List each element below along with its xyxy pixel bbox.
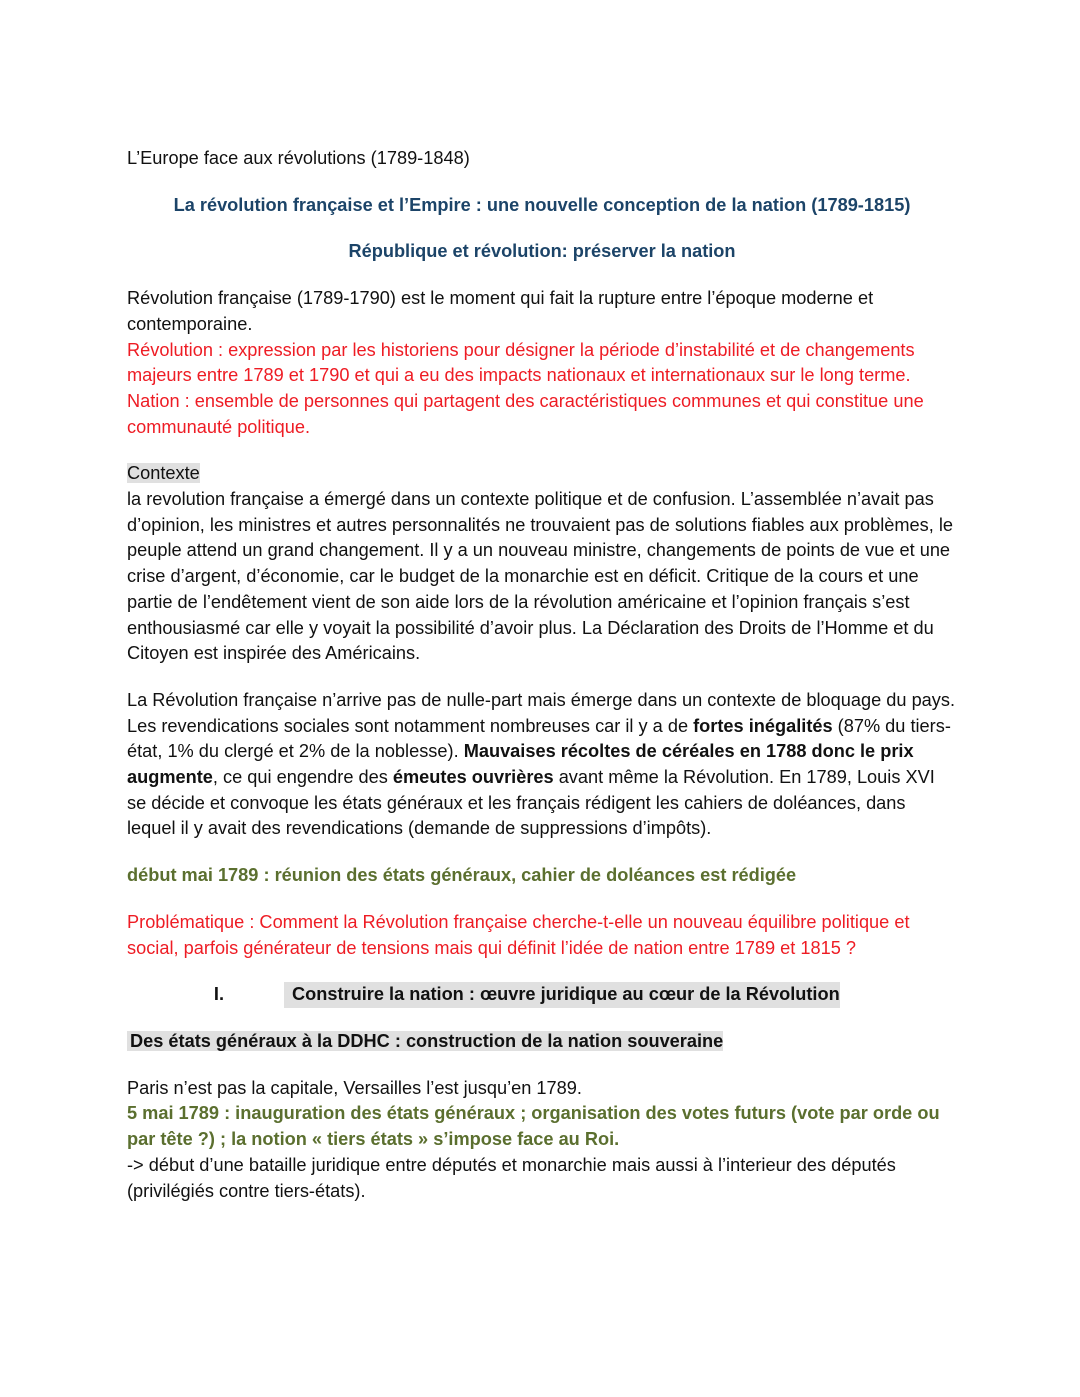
- chapter-heading: La révolution française et l’Empire : une nouvelle conception de la nation (1789-1815): [173, 194, 911, 215]
- etats-generaux-block: [127, 1076, 957, 1205]
- section-number: I.: [213, 984, 224, 1005]
- intro-text: Révolution française (1789-1790) est le moment qui fait la rupture entre l’époque moderne et contemporaine.: [127, 288, 874, 334]
- context-label: Contexte: [127, 463, 200, 484]
- date-note: début mai 1789 : réunion des états généraux, cahier de doléances est rédigée: [127, 865, 797, 886]
- definition-revolution: Révolution : expression par les historiens pour désigner la période d’instabilité et de changements majeurs entre 1789 et 1790 et qui a eu des impacts nationaux et internationaux sur le long terme.: [127, 339, 915, 386]
- definition-nation: Nation : ensemble de personnes qui partagent des caractéristiques communes et qui constitue une communauté politique.: [127, 390, 924, 437]
- causes-text-1: La Révolution française n’arrive pas de nulle-part mais émerge dans un contexte de bloquage du pays. Les revendications sociales sont notamment nombreuses car il y a de: [127, 689, 956, 736]
- subsection-heading: [127, 1029, 957, 1055]
- causes-bold-inequalities: fortes inégalités: [693, 715, 833, 736]
- subsection-title: Des états généraux à la DDHC : construction de la nation souveraine: [127, 1031, 723, 1051]
- document-page: [127, 146, 957, 1204]
- causes-bold-riots: émeutes ouvrières: [392, 767, 554, 788]
- subchapter-heading: République et révolution: préserver la nation: [348, 241, 736, 262]
- problematique: Problématique : Comment la Révolution française cherche-t-elle un nouveau équilibre politique et social, parfois générateur de tensions mais qui définit l’idée de nation entre 1789 et 1815 ?: [127, 911, 910, 958]
- section-heading: [127, 982, 957, 1008]
- consequence-note: -> début d’une bataille juridique entre députés et monarchie mais aussi à l’interieur des députés (privilégiés contre tiers-états).: [127, 1154, 896, 1201]
- causes-text-2: (87% du tiers-état, 1% du clergé et 2% de la noblesse).: [127, 715, 951, 762]
- context-paragraph: la revolution française a émergé dans un contexte politique et de confusion. L’assemblée n’avait pas d’opinion, les ministres et autres personnalités ne trouvaient pas de solutions fiables aux problèmes, le peuple attend un grand changement. Il y a un nouveau ministre, changements de points de vue et une crise d’argent, d’économie, car le budget de la monarchie est en déficit. Critique de la cours et une partie de l’endêtement vient de son aide lors de la révolution américaine et l’opinion français s’est enthousiasmé car elle y voyait la possibilité d’avoir plus. La Déclaration des Droits de l’Homme et du Citoyen est inspirée des Américains.: [127, 489, 953, 664]
- causes-bold-harvests: Mauvaises récoltes de céréales en 1788 donc le prix augmente: [127, 741, 914, 788]
- document-title: L’Europe face aux révolutions (1789-1848): [127, 148, 470, 168]
- causes-text-4: avant même la Révolution. En 1789, Louis XVI se décide et convoque les états généraux et les français rédigent les cahiers de doléances, dans lequel il y avait des revendications (demande de suppressions d’impôts).: [127, 767, 935, 839]
- causes-text-3: , ce qui engendre des: [212, 767, 393, 788]
- date-5-mai-1789: 5 mai 1789 : inauguration des états généraux ; organisation des votes futurs (vote par orde ou par tête ?) ; la notion « tiers états » s’impose face au Roi.: [127, 1103, 940, 1150]
- intro-block: [127, 286, 957, 440]
- section-title: Construire la nation : œuvre juridique au cœur de la Révolution: [284, 982, 840, 1008]
- capital-note: Paris n’est pas la capitale, Versailles l’est jusqu’en 1789.: [127, 1077, 582, 1098]
- causes-paragraph: [127, 688, 957, 842]
- context-block: [127, 461, 957, 667]
